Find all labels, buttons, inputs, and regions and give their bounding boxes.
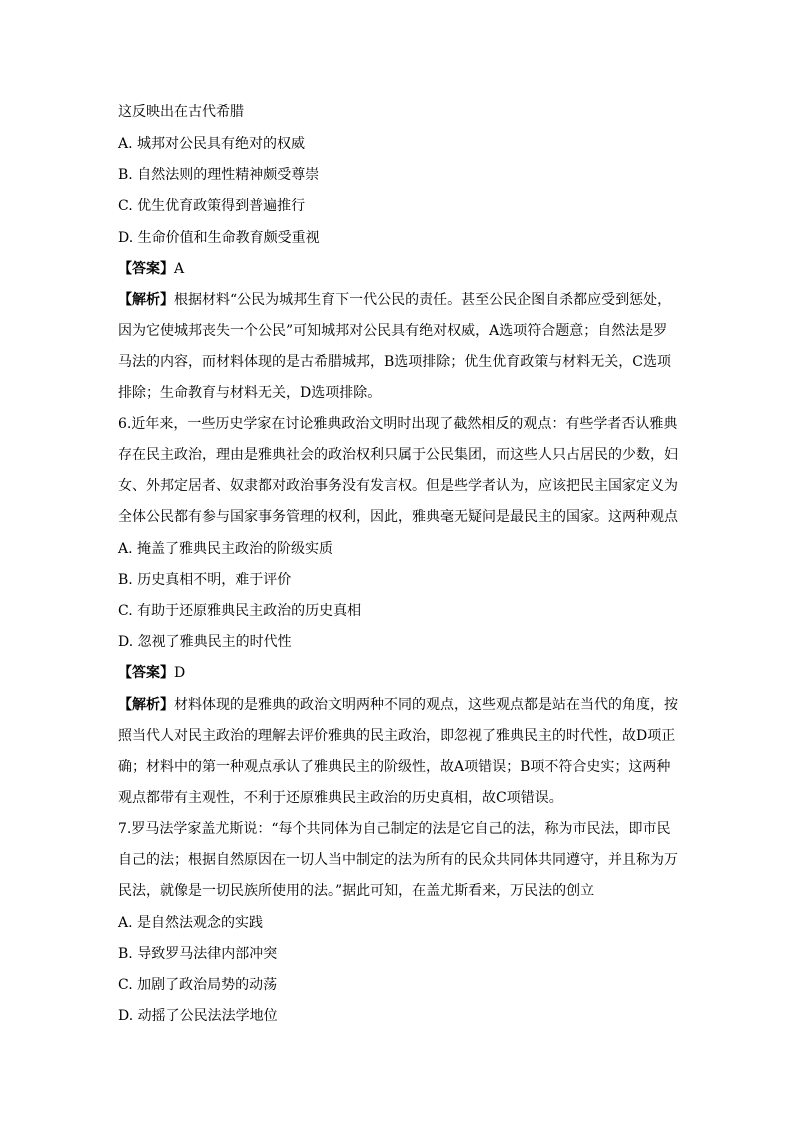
q6-option-b: B. 历史真相不明，难于评价 bbox=[118, 572, 292, 588]
q5-analysis-line: 排除；生命教育与材料无关，D选项排除。 bbox=[118, 385, 382, 401]
q5-stem: 这反映出在古代希腊 bbox=[118, 104, 244, 120]
q6-option-d: D. 忽视了雅典民主的时代性 bbox=[118, 634, 292, 650]
q5-analysis-line: 马法的内容，而材料体现的是古希腊城邦，B选项排除；优生优育政策与材料无关，C选项 bbox=[118, 354, 671, 370]
q5-analysis-line bbox=[118, 290, 678, 310]
q6-answer-value: D bbox=[174, 665, 186, 681]
q6-analysis-line bbox=[118, 695, 678, 715]
q7-stem-line: 7.罗马法学家盖尤斯说：“每个共同体为自己制定的法是它自己的法，称为市民法，即市民 bbox=[118, 821, 671, 837]
q6-analysis-line: 观点都带有主观性，不利于还原雅典民主政治的历史真相，故C项错误。 bbox=[118, 790, 563, 806]
q5-option-a: A. 城邦对公民具有绝对的权威 bbox=[118, 136, 306, 152]
q6-stem-line: 全体公民都有参与国家事务管理的权利，因此，雅典毫无疑问是最民主的国家。这两种观点 bbox=[118, 509, 678, 525]
q6-analysis-line: 确；材料中的第一种观点承认了雅典民主的阶级性，故A项错误；B项不符合史实；这两种 bbox=[118, 759, 671, 775]
q7-option-a: A. 是自然法观念的实践 bbox=[118, 915, 264, 931]
q7-option-d: D. 动摇了公民法法学地位 bbox=[118, 1008, 278, 1024]
q6-analysis-line: 照当代人对民主政治的理解去评价雅典的民主政治，即忽视了雅典民主的时代性，故D项正 bbox=[118, 728, 676, 744]
q6-stem-line: 存在民主政治，理由是雅典社会的政治权利只属于公民集团，而这些人只占居民的少数，妇 bbox=[118, 447, 678, 463]
q7-option-c: C. 加剧了政治局势的动荡 bbox=[118, 977, 278, 993]
q5-option-c: C. 优生优育政策得到普遍推行 bbox=[118, 198, 306, 214]
q5-answer-value: A bbox=[174, 261, 185, 277]
q6-stem-line: 6.近年来，一些历史学家在讨论雅典政治文明时出现了截然相反的观点：有些学者否认雅典 bbox=[118, 416, 678, 432]
q6-answer bbox=[118, 663, 678, 683]
q5-analysis-tag: 【解析】 bbox=[118, 292, 174, 308]
q7-option-b: B. 导致罗马法律内部冲突 bbox=[118, 946, 278, 962]
q5-analysis-line: 因为它使城邦丧失一个公民”可知城邦对公民具有绝对权威，A选项符合题意；自然法是罗 bbox=[118, 323, 668, 339]
q6-stem-line: 女、外邦定居者、奴隶都对政治事务没有发言权。但是些学者认为，应该把民主国家定义为 bbox=[118, 478, 678, 494]
q5-option-b: B. 自然法则的理性精神颇受尊崇 bbox=[118, 167, 320, 183]
q5-answer-tag: 【答案】 bbox=[118, 261, 174, 277]
q6-answer-tag: 【答案】 bbox=[118, 665, 174, 681]
q7-stem-line: 民法，就像是一切民族所使用的法。”据此可知，在盖尤斯看来，万民法的创立 bbox=[118, 883, 595, 899]
q5-option-d: D. 生命价值和生命教育颇受重视 bbox=[118, 230, 320, 246]
q5-analysis-text: 根据材料“公民为城邦生育下一代公民的责任。甚至公民企图自杀都应受到惩处， bbox=[174, 292, 672, 308]
q6-analysis-tag: 【解析】 bbox=[118, 697, 174, 713]
q6-option-c: C. 有助于还原雅典民主政治的历史真相 bbox=[118, 603, 362, 619]
q7-stem-line: 自己的法；根据自然原因在一切人当中制定的法为所有的民众共同体共同遵守，并且称为万 bbox=[118, 852, 678, 868]
q6-option-a: A. 掩盖了雅典民主政治的阶级实质 bbox=[118, 541, 334, 557]
q5-answer bbox=[118, 259, 678, 279]
q6-analysis-text: 材料体现的是雅典的政治文明两种不同的观点，这些观点都是站在当代的角度，按 bbox=[174, 697, 678, 713]
